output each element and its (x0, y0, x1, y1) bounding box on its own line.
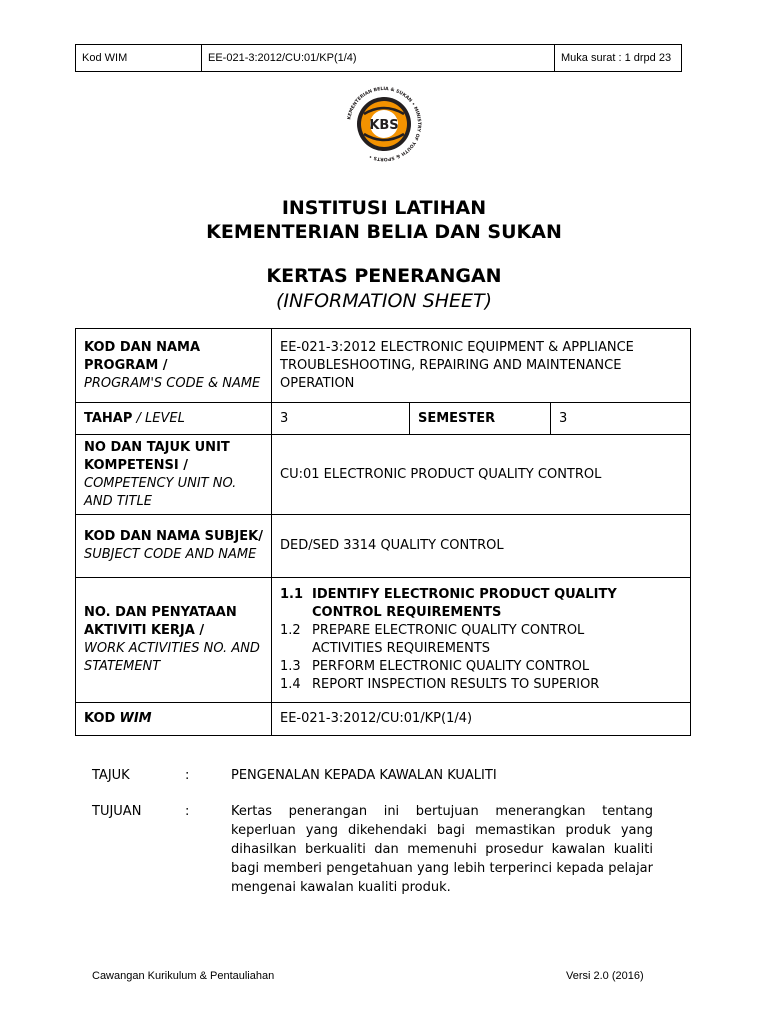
level-value: 3 (272, 403, 410, 435)
activities-value (272, 578, 691, 703)
kbs-logo (344, 84, 424, 164)
list-item: 1.4 REPORT INSPECTION RESULTS TO SUPERIOR (280, 677, 600, 692)
tujuan-value: Kertas penerangan ini bertujuan menerangkan tentang keperluan yang dikehendaki bagi memastikan produk yang dihasilkan berkualiti dan memenuhi prosedur kawalan kualiti bagi memberi pengetahuan yang lebih terperinci kepada pelajar mengenai kawalan kualiti produk. (231, 804, 653, 895)
program-value: EE-021-3:2012 ELECTRONIC EQUIPMENT & APPLIANCE TROUBLESHOOTING, REPAIRING AND MAINTENANCE OPERATION (272, 329, 691, 403)
semester-value: 3 (551, 403, 691, 435)
title-line-1: INSTITUSI LATIHAN (281, 197, 487, 219)
table-row-level (76, 403, 691, 435)
list-item: 1.1 IDENTIFY ELECTRONIC PRODUCT QUALITY CONTROL REQUIREMENTS (280, 587, 617, 620)
list-item: 1.2 PREPARE ELECTRONIC QUALITY CONTROL ACTIVITIES REQUIREMENTS (280, 623, 585, 656)
wim-label: KOD WIM (76, 703, 272, 736)
tujuan-label: TUJUAN (92, 804, 142, 819)
table-row-unit (76, 435, 691, 515)
tajuk-label: TAJUK (92, 768, 130, 783)
title-line-2: KEMENTERIAN BELIA DAN SUKAN (206, 221, 562, 243)
tajuk-row (92, 766, 752, 786)
unit-label: NO DAN TAJUK UNIT KOMPETENSI / COMPETENCY UNIT NO. AND TITLE (76, 435, 272, 515)
tajuk-colon: : (185, 768, 190, 783)
subject-label: KOD DAN NAMA SUBJEK/ SUBJECT CODE AND NAME (76, 515, 272, 578)
logo-text: KBS (369, 118, 399, 133)
header-kod-label: Kod WIM (76, 45, 202, 71)
sheet-subtitle: (INFORMATION SHEET) (275, 290, 493, 312)
table-row-subject (76, 515, 691, 578)
header-kod-value: EE-021-3:2012/CU:01/KP(1/4) (202, 45, 555, 71)
table-row-program (76, 329, 691, 403)
tajuk-value: PENGENALAN KEPADA KAWALAN KUALITI (231, 768, 497, 783)
table-row-activities (76, 578, 691, 703)
footer-left: Cawangan Kurikulum & Pentauliahan (92, 970, 275, 982)
subject-value: DED/SED 3314 QUALITY CONTROL (272, 515, 691, 578)
list-item: 1.3 PERFORM ELECTRONIC QUALITY CONTROL (280, 659, 590, 674)
logo-ring-text: KEMENTERIAN BELIA & SUKAN • MINISTRY OF YOUTH & SPORTS • (347, 86, 422, 162)
unit-value: CU:01 ELECTRONIC PRODUCT QUALITY CONTROL (272, 435, 691, 515)
table-row-wim (76, 703, 691, 736)
program-label: KOD DAN NAMA PROGRAM / PROGRAM'S CODE & NAME (76, 329, 272, 403)
institution-title (0, 196, 768, 244)
footer-right: Versi 2.0 (2016) (566, 970, 644, 982)
level-label: TAHAP / LEVEL (76, 403, 272, 435)
tujuan-row (92, 802, 752, 902)
activities-label: NO. DAN PENYATAAN AKTIVITI KERJA / WORK ACTIVITIES NO. AND STATEMENT (76, 578, 272, 703)
tujuan-colon: : (185, 804, 190, 819)
info-table (75, 328, 691, 736)
semester-label: SEMESTER (410, 403, 551, 435)
header-page-number: Muka surat : 1 drpd 23 (561, 52, 672, 64)
header-table (75, 44, 682, 72)
sheet-title: KERTAS PENERANGAN (266, 265, 502, 287)
wim-value: EE-021-3:2012/CU:01/KP(1/4) (272, 703, 691, 736)
activities-list (280, 586, 640, 694)
